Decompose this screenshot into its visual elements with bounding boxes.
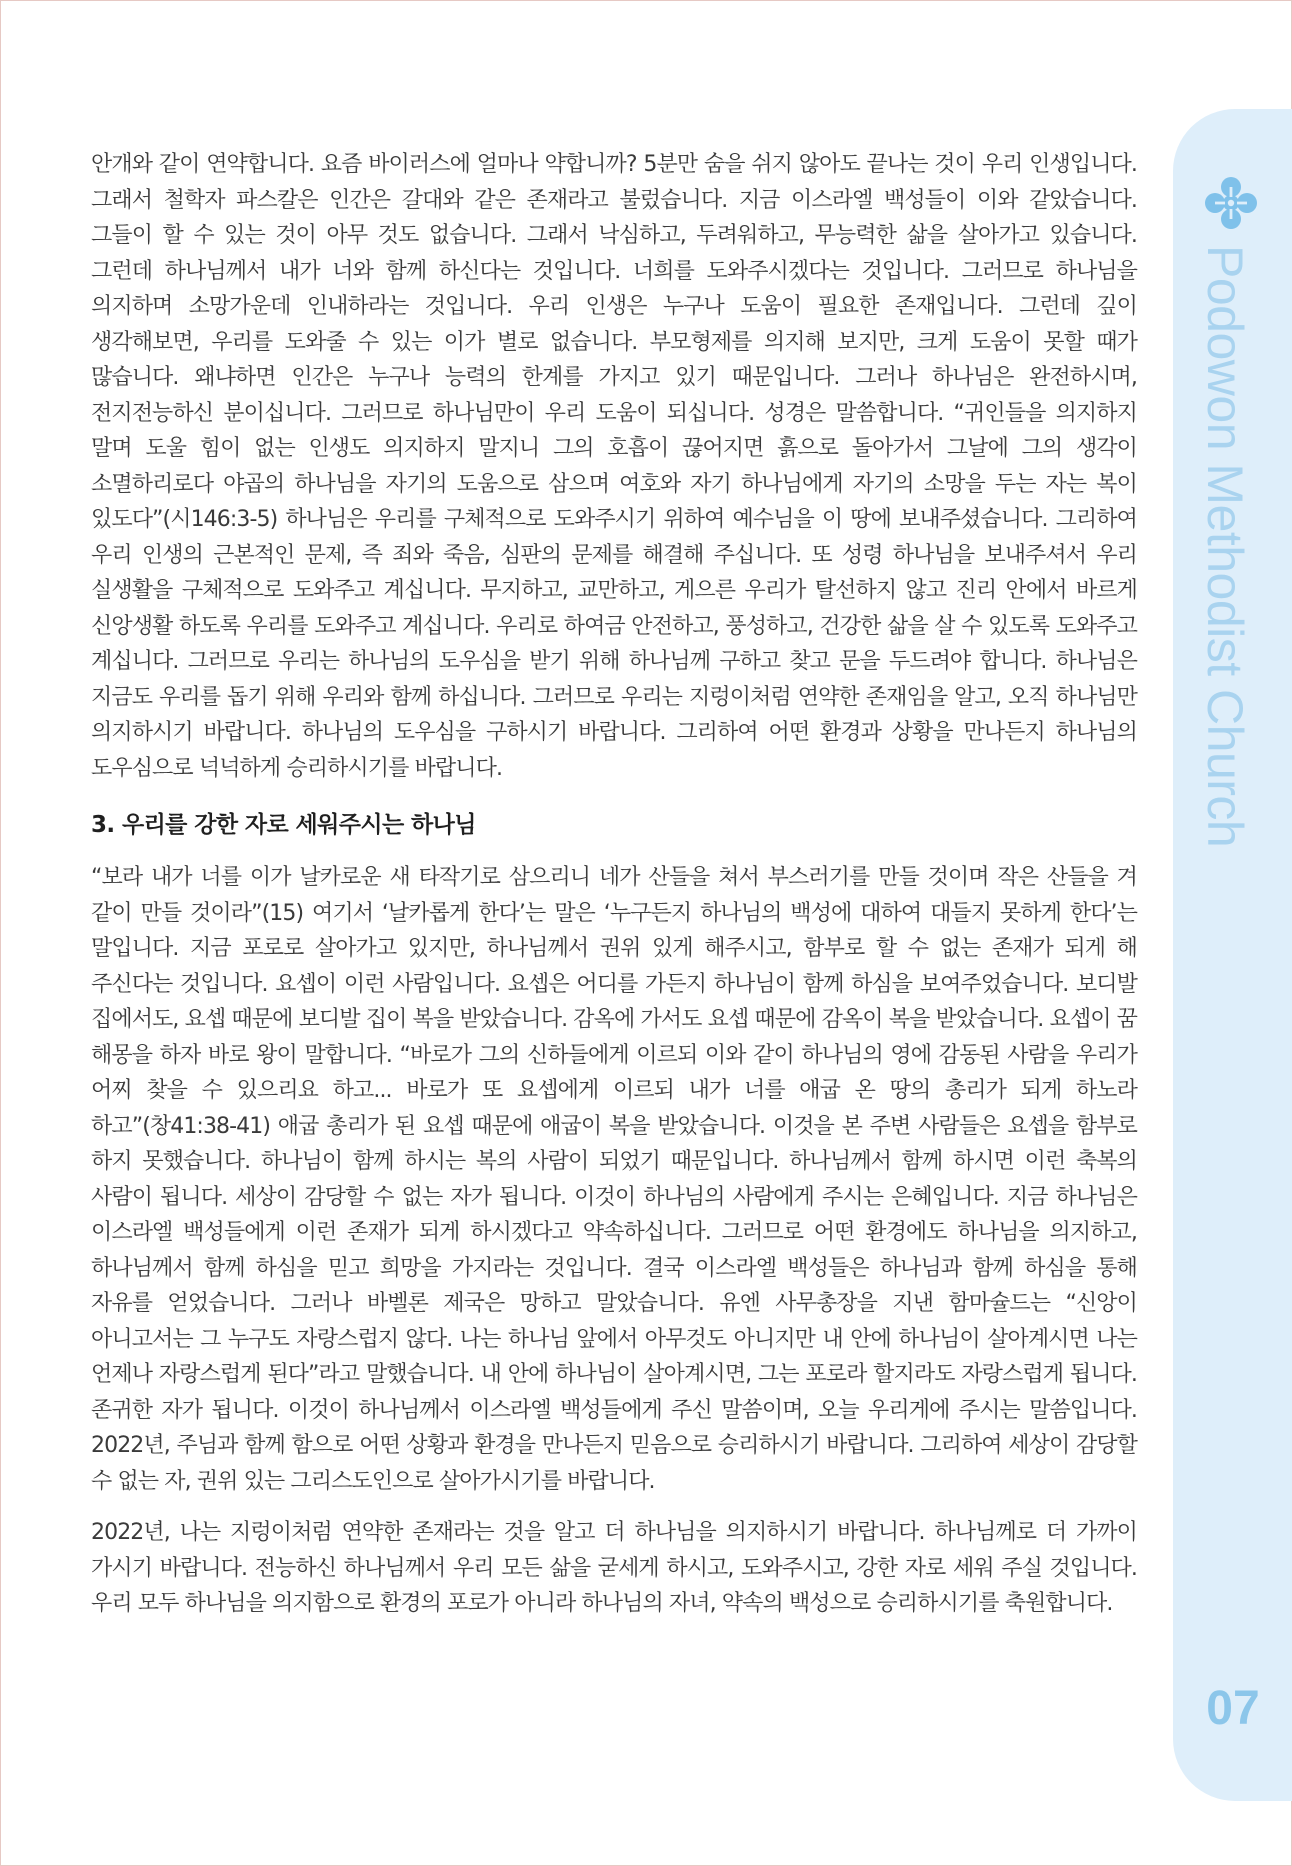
section-heading: 3. 우리를 강한 자로 세워주시는 하나님: [91, 812, 476, 838]
church-name-vertical: Podowon Methodist Church: [1197, 245, 1253, 848]
cross-flower-icon: [1203, 175, 1259, 231]
body-paragraph-3: 2022년, 나는 지렁이처럼 연약한 존재라는 것을 알고 더 하나님을 의지하시기 바랍니다. 하나님께로 더 가까이 가시기 바랍니다. 전능하신 하나님께서 우리 모든 삶을 굳세게 하시고, 도와주시고, 강한 자로 세워 주실 것입니다. 우리 모두 하나님을 의지함으로 환경의 포로가 아니라 하나님의 자녀, 약속의 백성으로 승리하시기를 축원합니다.: [91, 1520, 1137, 1616]
page-number: 07: [1206, 1682, 1260, 1735]
body-paragraph-2: “보라 내가 너를 이가 날카로운 새 타작기로 삼으리니 네가 산들을 쳐서 부스러기를 만들 것이며 작은 산들을 겨 같이 만들 것이라”(15) 여기서 ‘날카롭게 한다’는 말은 ‘누구든지 하나님의 백성에 대하여 대들지 못하게 한다’는 말입니다. 지금 포로로 살아가고 있지만, 하나님께서 권위 있게 해주시고, 함부로 할 수 없는 존재가 되게 해 주신다는 것입니다. 요셉이 이런 사람입니다. 요셉은 어디를 가든지 하나님이 함께 하심을 보여주었습니다. 보디발 집에서도, 요셉 때문에 보디발 집이 복을 받았습니다. 감옥에 가서도 요셉 때문에 감옥이 복을 받았습니다. 요셉이 꿈 해몽을 하자 바로 왕이 말합니다. “바로가 그의 신하들에게 이르되 이와 같이 하나님의 영에 감동된 사람을 우리가 어찌 찾을 수 있으리요 하고... 바로가 또 요셉에게 이르되 내가 너를 애굽 온 땅의 총리가 되게 하노라 하고”(창41:38-41) 애굽 총리가 된 요셉 때문에 애굽이 복을 받았습니다. 이것을 본 주변 사람들은 요셉을 함부로 하지 못했습니다. 하나님이 함께 하시는 복의 사람이 되었기 때문입니다. 하나님께서 함께 하시면 이런 축복의 사람이 됩니다. 세상이 감당할 수 없는 자가 됩니다. 이것이 하나님의 사람에게 주시는 은혜입니다. 지금 하나님은 이스라엘 백성들에게 이런 존재가 되게 하시겠다고 약속하십니다. 그러므로 어떤 환경에도 하나님을 의지하고, 하나님께서 함께 하심을 믿고 희망을 가지라는 것입니다. 결국 이스라엘 백성들은 하나님과 함께 하심을 통해 자유를 얻었습니다. 그러나 바벨론 제국은 망하고 말았습니다. 유엔 사무총장을 지낸 함마슐드는 “신앙이 아니고서는 그 누구도 자랑스럽지 않다. 나는 하나님 앞에서 아무것도 아니지만 내 안에 하나님이 살아계시면 나는 언제나 자랑스럽게 된다”라고 말했습니다. 내 안에 하나님이 살아계시면, 그는 포로라 할지라도 자랑스럽게 됩니다. 존귀한 자가 됩니다. 이것이 하나님께서 이스라엘 백성들에게 주신 말씀이며, 오늘 우리게에 주시는 말씀입니다. 2022년, 주님과 함께 함으로 어떤 상황과 환경을 만나든지 믿음으로 승리하시기 바랍니다. 그리하여 세상이 감당할 수 없는 자, 권위 있는 그리스도인으로 살아가시기를 바랍니다.: [91, 865, 1137, 1494]
article-body: [91, 147, 1137, 1622]
body-paragraph-1: 안개와 같이 연약합니다. 요즘 바이러스에 얼마나 약합니까? 5분만 숨을 쉬지 않아도 끝나는 것이 우리 인생입니다. 그래서 철학자 파스칼은 인간은 갈대와 같은 존재라고 불렀습니다. 지금 이스라엘 백성들이 이와 같았습니다. 그들이 할 수 있는 것이 아무 것도 없습니다. 그래서 낙심하고, 두려워하고, 무능력한 삶을 살아가고 있습니다. 그런데 하나님께서 내가 너와 함께 하신다는 것입니다. 너희를 도와주시겠다는 것입니다. 그러므로 하나님을 의지하며 소망가운데 인내하라는 것입니다. 우리 인생은 누구나 도움이 필요한 존재입니다. 그런데 깊이 생각해보면, 우리를 도와줄 수 있는 이가 별로 없습니다. 부모형제를 의지해 보지만, 크게 도움이 못할 때가 많습니다. 왜냐하면 인간은 누구나 능력의 한계를 가지고 있기 때문입니다. 그러나 하나님은 완전하시며, 전지전능하신 분이십니다. 그러므로 하나님만이 우리 도움이 되십니다. 성경은 말씀합니다. “귀인들을 의지하지 말며 도울 힘이 없는 인생도 의지하지 말지니 그의 호흡이 끊어지면 흙으로 돌아가서 그날에 그의 생각이 소멸하리로다 야곱의 하나님을 자기의 도움으로 삼으며 여호와 자기 하나님에게 자기의 소망을 두는 자는 복이 있도다”(시146:3-5) 하나님은 우리를 구체적으로 도와주시기 위하여 예수님을 이 땅에 보내주셨습니다. 그리하여 우리 인생의 근본적인 문제, 즉 죄와 죽음, 심판의 문제를 해결해 주십니다. 또 성령 하나님을 보내주셔서 우리 실생활을 구체적으로 도와주고 계십니다. 무지하고, 교만하고, 게으른 우리가 탈선하지 않고 진리 안에서 바르게 신앙생활 하도록 우리를 도와주고 계십니다. 우리로 하여금 안전하고, 풍성하고, 건강한 삶을 살 수 있도록 도와주고 계십니다. 그러므로 우리는 하나님의 도우심을 받기 위해 하나님께 구하고 찾고 문을 두드려야 합니다. 하나님은 지금도 우리를 돕기 위해 우리와 함께 하십니다. 그러므로 우리는 지렁이처럼 연약한 존재임을 알고, 오직 하나님만 의지하시기 바랍니다. 하나님의 도우심을 구하시기 바랍니다. 그리하여 어떤 환경과 상황을 만나든지 하나님의 도우심으로 넉넉하게 승리하시기를 바랍니다.: [91, 152, 1137, 781]
